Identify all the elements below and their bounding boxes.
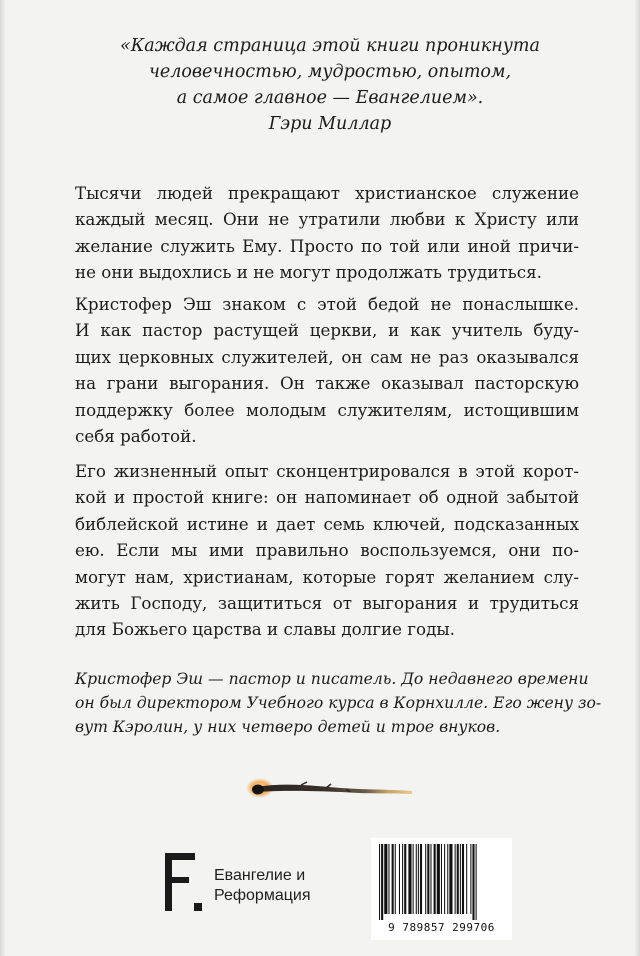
bio-line: он был директором Учебного курса в Корнхилле. Его жену зо- [75,694,602,712]
text-line: на грани выгорания. Он также оказывал пасторскую [75,373,579,394]
barcode-bar [462,844,464,914]
quote-author: Гэри Миллар [268,114,392,134]
text-line: желание служить Ему. Просто по той или иной причи- [75,235,579,256]
barcode-bar [466,844,467,914]
description-paragraph-1 [75,180,579,286]
barcode-bar [402,844,403,914]
description-paragraph-2 [75,291,579,449]
cover-edge-left [0,0,6,956]
text-line: себя работой. [75,426,197,447]
text-line: не они выдохлись и не могут продолжать трудиться. [75,262,542,283]
text-line: каждый месяц. Они не утратили любви к Христу или [75,209,579,230]
text-line: Кристофер Эш знаком с этой бедой не понаслышке. [75,294,579,314]
cover-edge-right [634,0,640,956]
barcode-bar [399,844,400,914]
barcode-bar [420,844,422,914]
text-line: поддержку более молодым служителям, истощившим [75,399,579,420]
description-paragraph-3 [75,458,579,643]
publisher-name-line: Евангелие и [214,867,306,884]
barcode-bar [413,844,414,914]
barcode-bar [472,844,474,920]
text-line: могут нам, христианам, которые горят желанием слу- [75,566,579,587]
publisher-name [214,866,311,906]
barcode-bar [388,844,389,914]
barcode-bar [395,844,396,914]
barcode-bars [379,844,504,920]
isbn-barcode [371,838,512,940]
text-line: щих церковных служителей, он сам не раз оказывался [75,346,579,367]
barcode-bar [425,844,426,914]
burnt-match-illustration [246,772,414,808]
quote-line: человечностью, мудростью, опытом, [148,62,512,82]
endorsement-quote [90,33,570,137]
barcode-bar [460,844,461,914]
barcode-bar [404,844,406,914]
barcode-bar [381,844,383,920]
barcode-bar [408,844,411,914]
text-line: библейской истине и дает семь ключей, подсказанных [75,513,579,534]
barcode-bar [449,844,452,914]
author-bio [75,667,602,739]
quote-line: а самое главное — Евангелием». [176,88,484,108]
barcode-bar [470,844,471,914]
barcode-bar [437,844,440,914]
quote-line: «Каждая страница этой книги проникнута [120,36,540,56]
barcode-bar [418,844,419,914]
barcode-bar [444,844,445,914]
barcode-bar [427,844,429,914]
publisher-logo-icon [164,851,204,917]
barcode-bar [447,844,448,914]
barcode-bar [441,844,442,914]
text-line: кой и простой книге: он напоминает об одной забытой [75,487,579,508]
isbn-number: 9 789857 299706 [388,921,495,934]
barcode-bar [434,844,436,914]
text-line: Его жизненный опыт сконцентрировался в этой корот- [75,461,579,481]
barcode-bar [430,844,431,914]
text-line: для Божьего царства и славы долгие годы. [75,619,455,640]
bio-line: Кристофер Эш — пастор и писатель. До недавнего времени [75,670,589,688]
text-line: ею. Если мы ими правильно воспользуемся, они по- [75,540,579,561]
barcode-bar [476,844,477,920]
publisher-name-line: Реформация [214,887,311,904]
barcode-bar [416,844,417,914]
text-line: жить Господу, защититься от выгорания и трудиться [75,593,579,614]
barcode-bar [384,844,387,914]
barcode-bar [457,844,459,914]
barcode-bar [379,844,380,920]
barcode-bar [392,844,394,914]
barcode-bar [455,844,456,914]
text-line: И как пастор растущей церкви, и как учитель буду- [75,320,579,341]
text-line: Тысячи людей прекращают христианское служение [75,183,579,203]
bio-line: вут Кэролин, у них четверо детей и трое внуков. [75,718,501,736]
